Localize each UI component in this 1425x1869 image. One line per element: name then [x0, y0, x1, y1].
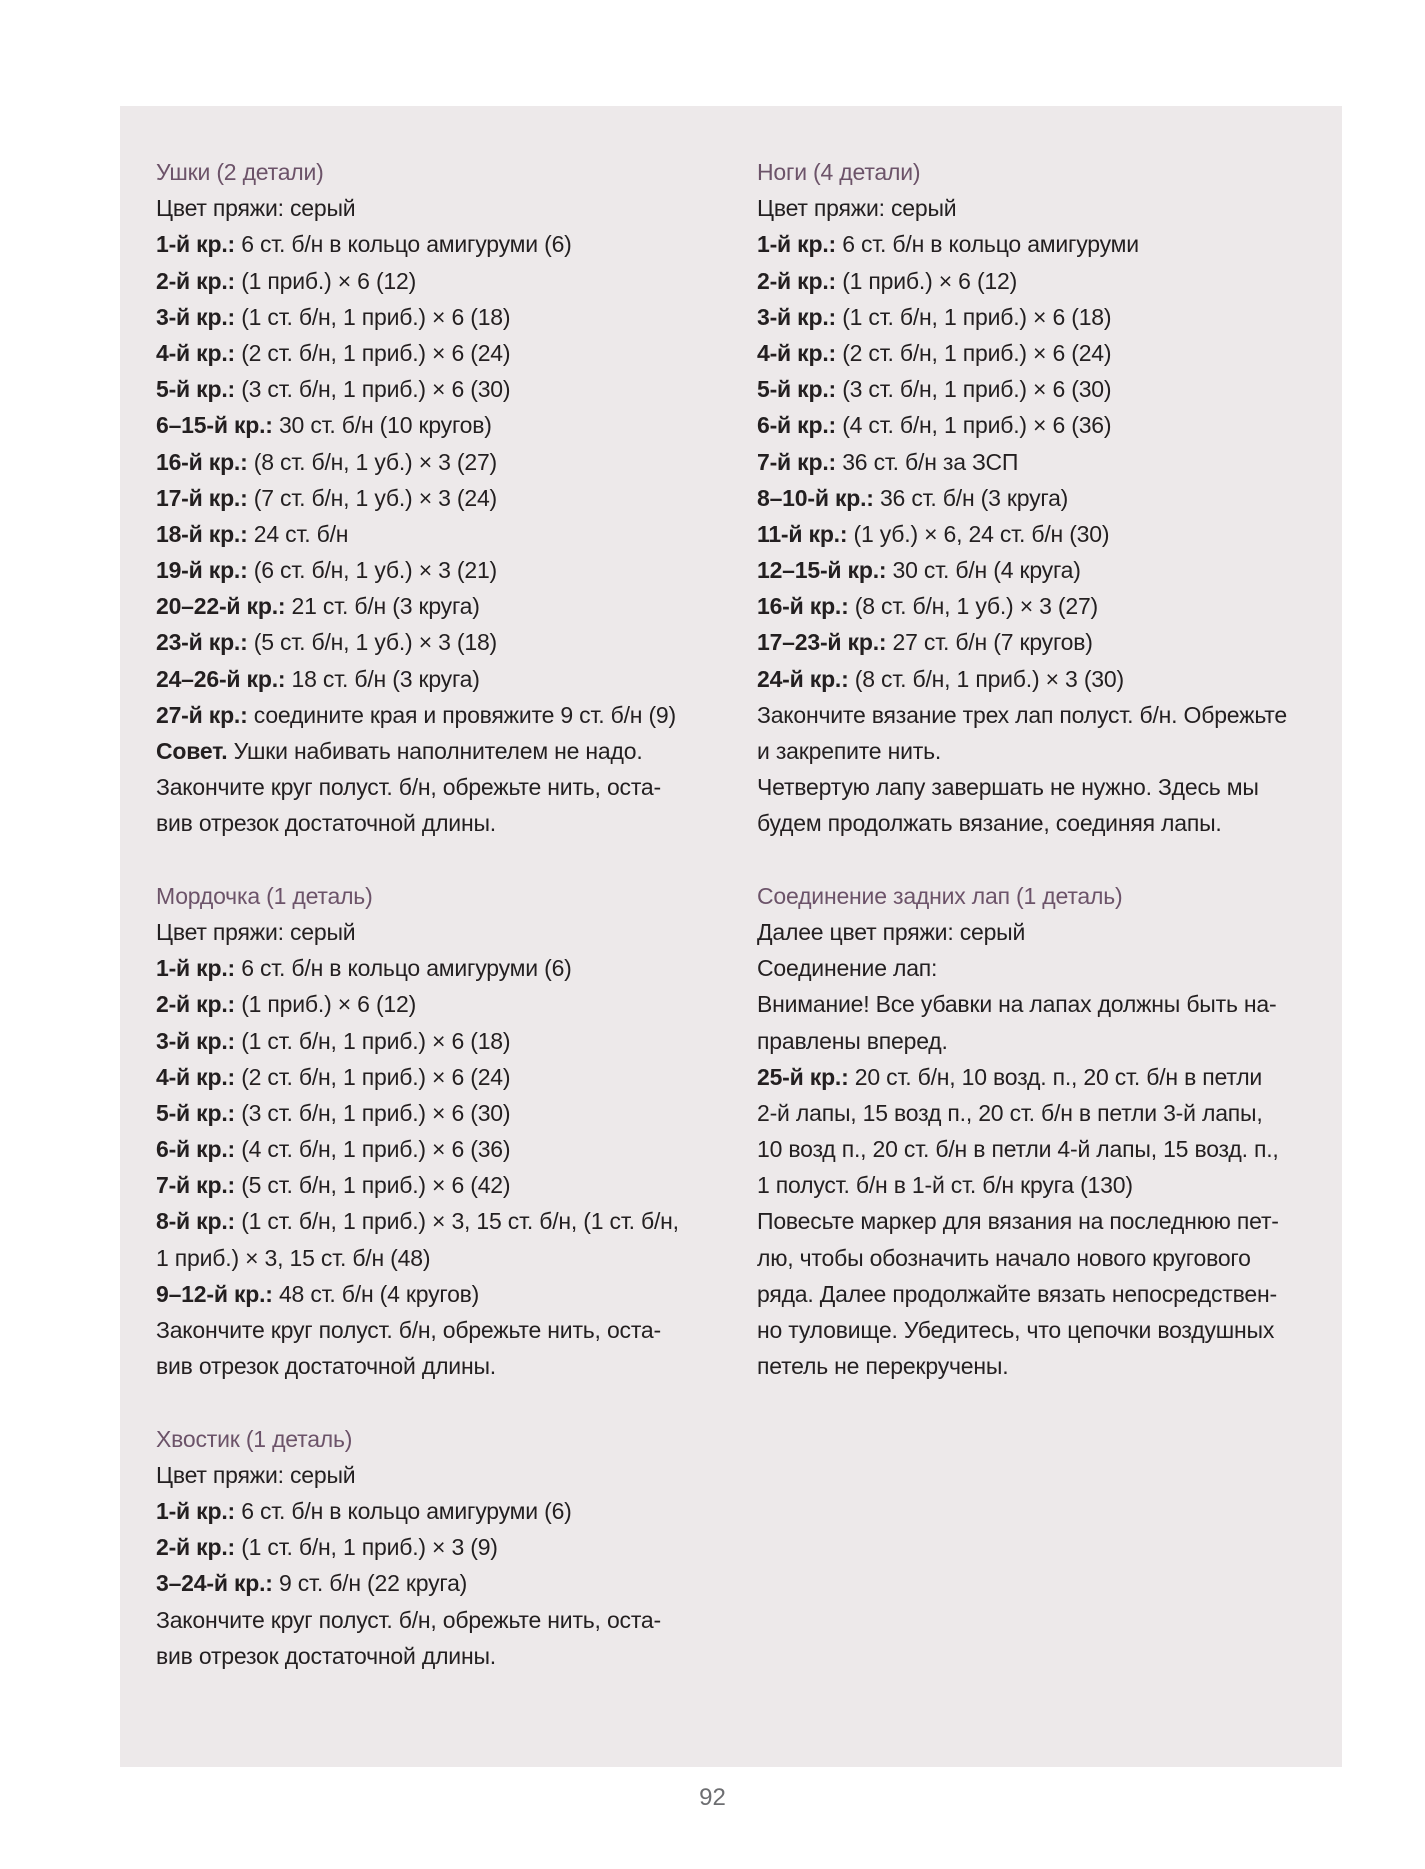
round-row: 2-й кр.: (1 ст. б/н, 1 приб.) × 3 (9) [156, 1534, 498, 1561]
intro-line: Далее цвет пряжи: серый [757, 918, 1026, 945]
round-row: 20–22-й кр.: 21 ст. б/н (3 круга) [156, 593, 480, 620]
outro-line: лю, чтобы обозначить начало нового кругового [757, 1244, 1251, 1271]
intro-line: Внимание! Все убавки на лапах должны быть на- [757, 991, 1277, 1018]
round-row: 19-й кр.: (6 ст. б/н, 1 уб.) × 3 (21) [156, 557, 497, 584]
outro-line: но туловище. Убедитесь, что цепочки воздушных [757, 1317, 1275, 1343]
round-row: 7-й кр.: (5 ст. б/н, 1 приб.) × 6 (42) [156, 1172, 511, 1199]
intro-line: Цвет пряжи: серый [156, 195, 356, 222]
round-row: 4-й кр.: (2 ст. б/н, 1 приб.) × 6 (24) [757, 339, 1112, 366]
round-row: 11-й кр.: (1 уб.) × 6, 24 ст. б/н (30) [757, 520, 1110, 547]
round-row: 17-й кр.: (7 ст. б/н, 1 уб.) × 3 (24) [156, 484, 497, 511]
round-row: 1-й кр.: 6 ст. б/н в кольцо амигуруми [757, 231, 1139, 258]
section-title: Соединение задних лап (1 деталь) [757, 882, 1123, 909]
round-row: 17–23-й кр.: 27 ст. б/н (7 кругов) [757, 629, 1093, 656]
section-gap [156, 1384, 716, 1420]
round-row: 9–12-й кр.: 48 ст. б/н (4 кругов) [156, 1280, 480, 1307]
round-row: 16-й кр.: (8 ст. б/н, 1 уб.) × 3 (27) [757, 593, 1098, 620]
round-row: 24-й кр.: (8 ст. б/н, 1 приб.) × 3 (30) [757, 665, 1124, 692]
intro-line: Цвет пряжи: серый [757, 195, 957, 222]
round-row: 2-й кр.: (1 приб.) × 6 (12) [757, 267, 1018, 294]
intro-line: правлены вперед. [757, 1027, 948, 1054]
round-row: 2-й кр.: (1 приб.) × 6 (12) [156, 267, 417, 294]
tip-row: Совет. Ушки набивать наполнителем не надо. [156, 738, 643, 764]
round-row-continuation: 2-й лапы, 15 возд п., 20 ст. б/н в петли 3-й лапы, [757, 1099, 1263, 1126]
round-row: 16-й кр.: (8 ст. б/н, 1 уб.) × 3 (27) [156, 448, 497, 475]
outro-line: вив отрезок достаточной длины. [156, 1353, 496, 1380]
section-title: Мордочка (1 деталь) [156, 882, 373, 909]
section-title: Хвостик (1 деталь) [156, 1425, 353, 1452]
round-row: 27-й кр.: соедините края и провяжите 9 ст. б/н (9) [156, 701, 676, 728]
outro-line: Повесьте маркер для вязания на последнюю пет- [757, 1208, 1279, 1235]
outro-line: ряда. Далее продолжайте вязать непосредствен- [757, 1280, 1277, 1307]
outro-line: Закончите круг полуст. б/н, обрежьте нить, оста- [156, 774, 661, 801]
section-gap [156, 842, 716, 878]
round-row: 3-й кр.: (1 ст. б/н, 1 приб.) × 6 (18) [156, 1027, 511, 1054]
round-row: 1-й кр.: 6 ст. б/н в кольцо амигуруми (6) [156, 231, 572, 258]
round-row: 2-й кр.: (1 приб.) × 6 (12) [156, 991, 417, 1018]
outro-line: будем продолжать вязание, соединяя лапы. [757, 810, 1222, 837]
round-row: 4-й кр.: (2 ст. б/н, 1 приб.) × 6 (24) [156, 1063, 511, 1090]
intro-line: Соединение лап: [757, 955, 938, 982]
round-row: 8–10-й кр.: 36 ст. б/н (3 круга) [757, 484, 1069, 511]
round-row: 6-й кр.: (4 ст. б/н, 1 приб.) × 6 (36) [156, 1136, 511, 1163]
round-row: 8-й кр.: (1 ст. б/н, 1 приб.) × 3, 15 ст. б/н, (1 ст. б/н, [156, 1208, 679, 1235]
content-panel [120, 106, 1342, 1767]
round-row: 3-й кр.: (1 ст. б/н, 1 приб.) × 6 (18) [757, 303, 1112, 330]
round-row: 4-й кр.: (2 ст. б/н, 1 приб.) × 6 (24) [156, 339, 511, 366]
round-row: 3–24-й кр.: 9 ст. б/н (22 круга) [156, 1570, 468, 1597]
page-number: 92 [699, 1784, 726, 1811]
round-row: 12–15-й кр.: 30 ст. б/н (4 круга) [757, 557, 1081, 584]
section-title: Ноги (4 детали) [757, 159, 921, 185]
outro-line: Закончите круг полуст. б/н, обрежьте нить, оста- [156, 1606, 661, 1633]
round-row-continuation: 1 приб.) × 3, 15 ст. б/н (48) [156, 1244, 431, 1271]
intro-line: Цвет пряжи: серый [156, 918, 356, 945]
round-row-continuation: 1 полуст. б/н в 1-й ст. б/н круга (130) [757, 1172, 1133, 1199]
outro-line: Закончите круг полуст. б/н, обрежьте нить, оста- [156, 1317, 661, 1343]
outro-line: петель не перекручены. [757, 1353, 1009, 1380]
right-column [757, 154, 1317, 1384]
outro-line: Закончите вязание трех лап полуст. б/н. Обрежьте [757, 701, 1287, 728]
round-row: 1-й кр.: 6 ст. б/н в кольцо амигуруми (6) [156, 1497, 572, 1524]
outro-line: и закрепите нить. [757, 738, 942, 764]
section-gap [757, 842, 1317, 878]
round-row: 7-й кр.: 36 ст. б/н за ЗСП [757, 448, 1019, 475]
section-title: Ушки (2 детали) [156, 159, 324, 185]
round-row: 6-й кр.: (4 ст. б/н, 1 приб.) × 6 (36) [757, 412, 1112, 439]
round-row: 3-й кр.: (1 ст. б/н, 1 приб.) × 6 (18) [156, 303, 511, 330]
outro-line: вив отрезок достаточной длины. [156, 810, 496, 837]
outro-line: Четвертую лапу завершать не нужно. Здесь мы [757, 774, 1259, 801]
round-row: 25-й кр.: 20 ст. б/н, 10 возд. п., 20 ст. б/н в петли [757, 1063, 1263, 1090]
intro-line: Цвет пряжи: серый [156, 1461, 356, 1488]
round-row: 24–26-й кр.: 18 ст. б/н (3 круга) [156, 665, 480, 692]
round-row: 5-й кр.: (3 ст. б/н, 1 приб.) × 6 (30) [757, 376, 1112, 403]
round-row: 6–15-й кр.: 30 ст. б/н (10 кругов) [156, 412, 492, 439]
round-row: 23-й кр.: (5 ст. б/н, 1 уб.) × 3 (18) [156, 629, 497, 656]
round-row: 5-й кр.: (3 ст. б/н, 1 приб.) × 6 (30) [156, 376, 511, 403]
left-column [156, 154, 716, 1674]
round-row: 5-й кр.: (3 ст. б/н, 1 приб.) × 6 (30) [156, 1099, 511, 1126]
round-row-continuation: 10 возд п., 20 ст. б/н в петли 4-й лапы, 15 возд. п., [757, 1136, 1279, 1163]
round-row: 1-й кр.: 6 ст. б/н в кольцо амигуруми (6) [156, 955, 572, 982]
outro-line: вив отрезок достаточной длины. [156, 1642, 496, 1669]
round-row: 18-й кр.: 24 ст. б/н [156, 520, 349, 547]
